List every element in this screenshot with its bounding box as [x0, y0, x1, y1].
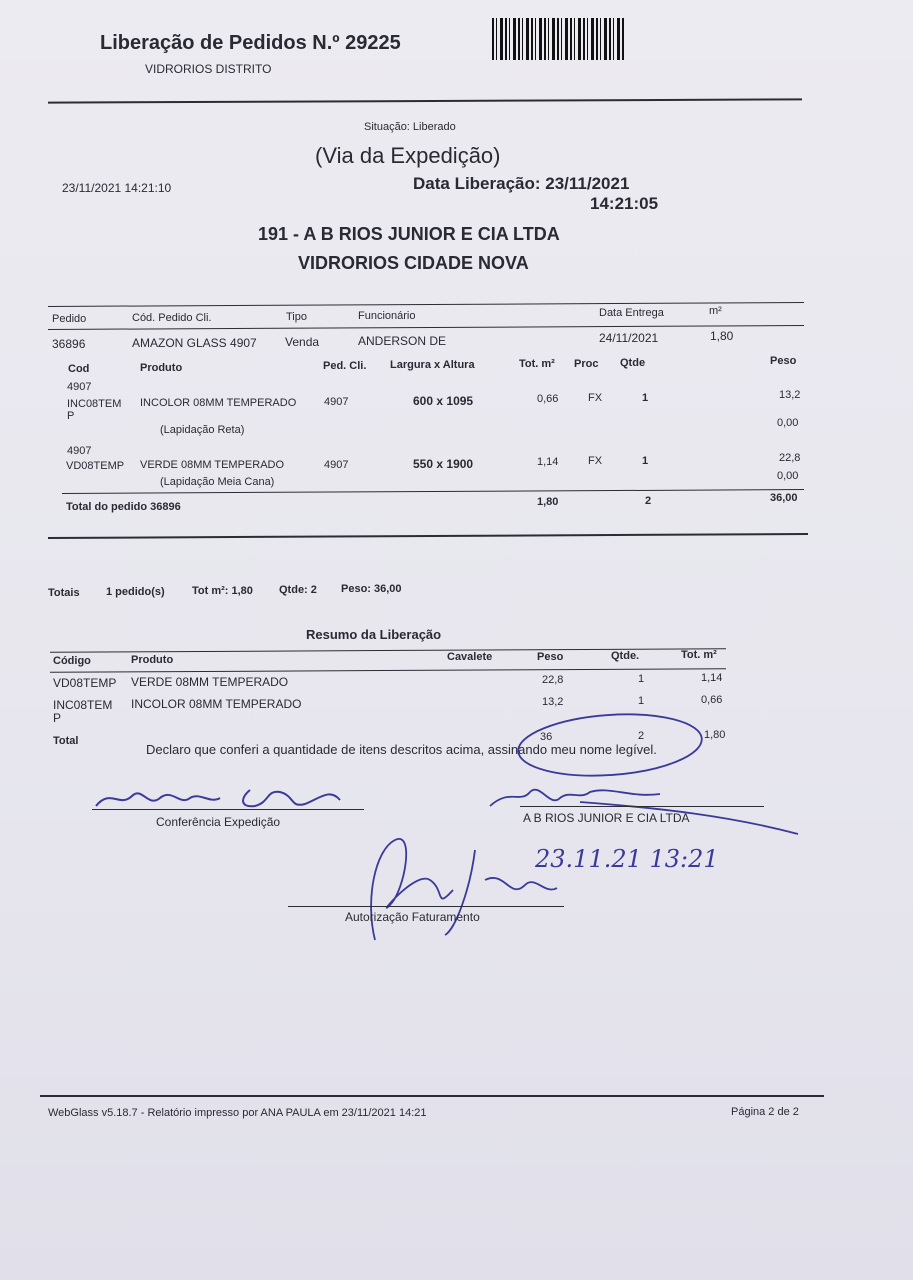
item-dimensions	[413, 394, 473, 408]
resumo-row-produto: INCOLOR 08MM TEMPERADO	[131, 697, 302, 711]
item-peso: 22,8	[779, 452, 801, 464]
col-qtde: Qtde	[620, 357, 646, 369]
data-entrega-value: 24/11/2021	[599, 331, 659, 345]
company-name: VIDRORIOS DISTRITO	[145, 62, 272, 76]
resumo-row-codigo: INC08TEM	[53, 698, 113, 712]
signature-conferencia-label: Conferência Expedição	[156, 815, 281, 829]
totals-peso: Peso: 36,00	[341, 583, 402, 595]
resumo-col-codigo: Código	[53, 655, 91, 667]
col-largura-altura: Largura x Altura	[390, 359, 475, 371]
m2-value: 1,80	[710, 329, 734, 343]
resumo-row-peso: 13,2	[542, 696, 564, 708]
signature-cliente-label: A B RIOS JUNIOR E CIA LTDA	[523, 811, 690, 825]
signature-line	[92, 809, 364, 810]
col-tot-m2: Tot. m²	[519, 358, 555, 370]
tipo-value: Venda	[285, 335, 320, 349]
resumo-row-tot-m2: 0,66	[701, 694, 723, 706]
col-proc: Proc	[574, 358, 599, 370]
signature-autorizacao-label: Autorização Faturamento	[345, 910, 480, 924]
resumo-total-tot-m2: 1,80	[704, 729, 726, 741]
item-tot-m2: 1,14	[537, 456, 559, 468]
divider	[62, 489, 804, 494]
signature-autorizacao	[335, 830, 565, 950]
barcode	[492, 18, 624, 60]
data-liberacao-time: 14:21:05	[590, 194, 659, 213]
item-proc: FX	[588, 392, 603, 404]
handwritten-date: 23.11.21 13:21	[535, 845, 719, 873]
col-produto: Produto	[140, 362, 183, 374]
item-cod: INC08TEM	[67, 398, 122, 410]
resumo-total-qtde: 2	[638, 730, 645, 742]
times-sign: x	[436, 457, 444, 471]
resumo-row-codigo-wrap: P	[53, 711, 62, 725]
label-pedido: Pedido	[52, 313, 87, 325]
resumo-title: Resumo da Liberação	[306, 627, 442, 642]
order-total-label: Total do pedido 36896	[66, 501, 181, 513]
label-funcionario: Funcionário	[358, 310, 416, 322]
declaration: Declaro que conferi a quantidade de itens descritos acima, assinando meu nome legível.	[146, 742, 657, 757]
item-extra-peso: 0,00	[777, 417, 799, 429]
totals-qtde: Qtde: 2	[279, 584, 317, 596]
item-qtde: 1	[642, 455, 649, 467]
via-label: (Via da Expedição)	[315, 143, 501, 168]
item-tot-m2: 0,66	[537, 393, 559, 405]
item-extra-peso: 0,00	[777, 470, 799, 482]
label-cod-pedido-cli: Cód. Pedido Cli.	[132, 312, 212, 324]
resumo-row-qtde: 1	[638, 673, 645, 685]
totals-m2: Tot m²: 1,80	[192, 585, 253, 597]
data-liberacao: Data Liberação: 23/11/2021	[413, 174, 630, 193]
order-total-m2: 1,80	[537, 496, 559, 508]
resumo-col-peso: Peso	[537, 651, 564, 663]
resumo-col-produto: Produto	[131, 654, 174, 666]
resumo-row-tot-m2: 1,14	[701, 672, 723, 684]
order-total-peso: 36,00	[770, 492, 798, 504]
item-qtde: 1	[642, 392, 649, 404]
divider	[48, 533, 808, 539]
resumo-row-peso: 22,8	[542, 674, 564, 686]
item-cod-wrap: P	[67, 410, 75, 422]
label-m2: m²	[709, 305, 722, 317]
divider	[48, 98, 802, 103]
cod-pedido-cli-value: AMAZON GLASS 4907	[132, 336, 257, 350]
situacao: Situação: Liberado	[364, 121, 456, 133]
print-datetime: 23/11/2021 14:21:10	[62, 181, 172, 195]
item-largura: 550	[413, 457, 434, 471]
pedido-value: 36896	[52, 337, 86, 351]
item-altura: 1900	[446, 457, 474, 471]
totals-label: Totais	[48, 587, 80, 599]
signature-line	[520, 806, 764, 807]
divider	[50, 668, 726, 673]
divider	[40, 1095, 824, 1097]
resumo-total-peso: 36	[540, 731, 553, 743]
item-altura: 1095	[446, 394, 474, 408]
item-ped-cli: 4907	[324, 396, 349, 408]
signature-line	[288, 906, 564, 907]
item-cod-top: 4907	[67, 445, 92, 457]
times-sign: x	[436, 394, 444, 408]
signature-conferencia	[90, 778, 370, 818]
item-largura: 600	[413, 394, 434, 408]
resumo-col-tot-m2: Tot. m²	[681, 649, 717, 661]
resumo-row-produto: VERDE 08MM TEMPERADO	[131, 675, 289, 689]
item-proc: FX	[588, 455, 603, 467]
resumo-total-label: Total	[53, 735, 79, 747]
item-extra: (Lapidação Meia Cana)	[160, 476, 275, 488]
item-ped-cli: 4907	[324, 459, 349, 471]
document-title: Liberação de Pedidos N.º 29225	[100, 32, 401, 54]
totals-pedidos: 1 pedido(s)	[106, 586, 165, 598]
resumo-col-qtde: Qtde.	[611, 650, 640, 662]
item-cod-top: 4907	[67, 381, 92, 393]
divider	[48, 325, 804, 330]
item-extra: (Lapidação Reta)	[160, 424, 245, 436]
client-name: 191 - A B RIOS JUNIOR E CIA LTDA	[258, 224, 560, 244]
label-tipo: Tipo	[286, 311, 307, 323]
footer-page: Página 2 de 2	[731, 1106, 799, 1118]
footer-left: WebGlass v5.18.7 - Relatório impresso por ANA PAULA em 23/11/2021 14:21	[48, 1107, 427, 1119]
signature-cliente	[480, 778, 800, 838]
resumo-row-codigo: VD08TEMP	[53, 676, 117, 690]
funcionario-value: ANDERSON DE	[358, 334, 447, 348]
pen-circle	[510, 705, 710, 785]
client-branch: VIDRORIOS CIDADE NOVA	[298, 253, 529, 273]
label-data-entrega: Data Entrega	[599, 307, 664, 319]
order-total-qtde: 2	[645, 495, 652, 507]
col-ped-cli: Ped. Cli.	[323, 360, 367, 372]
item-produto: VERDE 08MM TEMPERADO	[140, 459, 285, 471]
col-peso: Peso	[770, 355, 797, 367]
item-cod: VD08TEMP	[66, 460, 125, 472]
item-produto: INCOLOR 08MM TEMPERADO	[140, 397, 297, 409]
item-dimensions	[413, 457, 473, 471]
divider	[48, 302, 804, 307]
resumo-row-qtde: 1	[638, 695, 645, 707]
resumo-col-cavalete: Cavalete	[447, 651, 493, 663]
col-cod: Cod	[68, 363, 90, 375]
item-peso: 13,2	[779, 389, 801, 401]
